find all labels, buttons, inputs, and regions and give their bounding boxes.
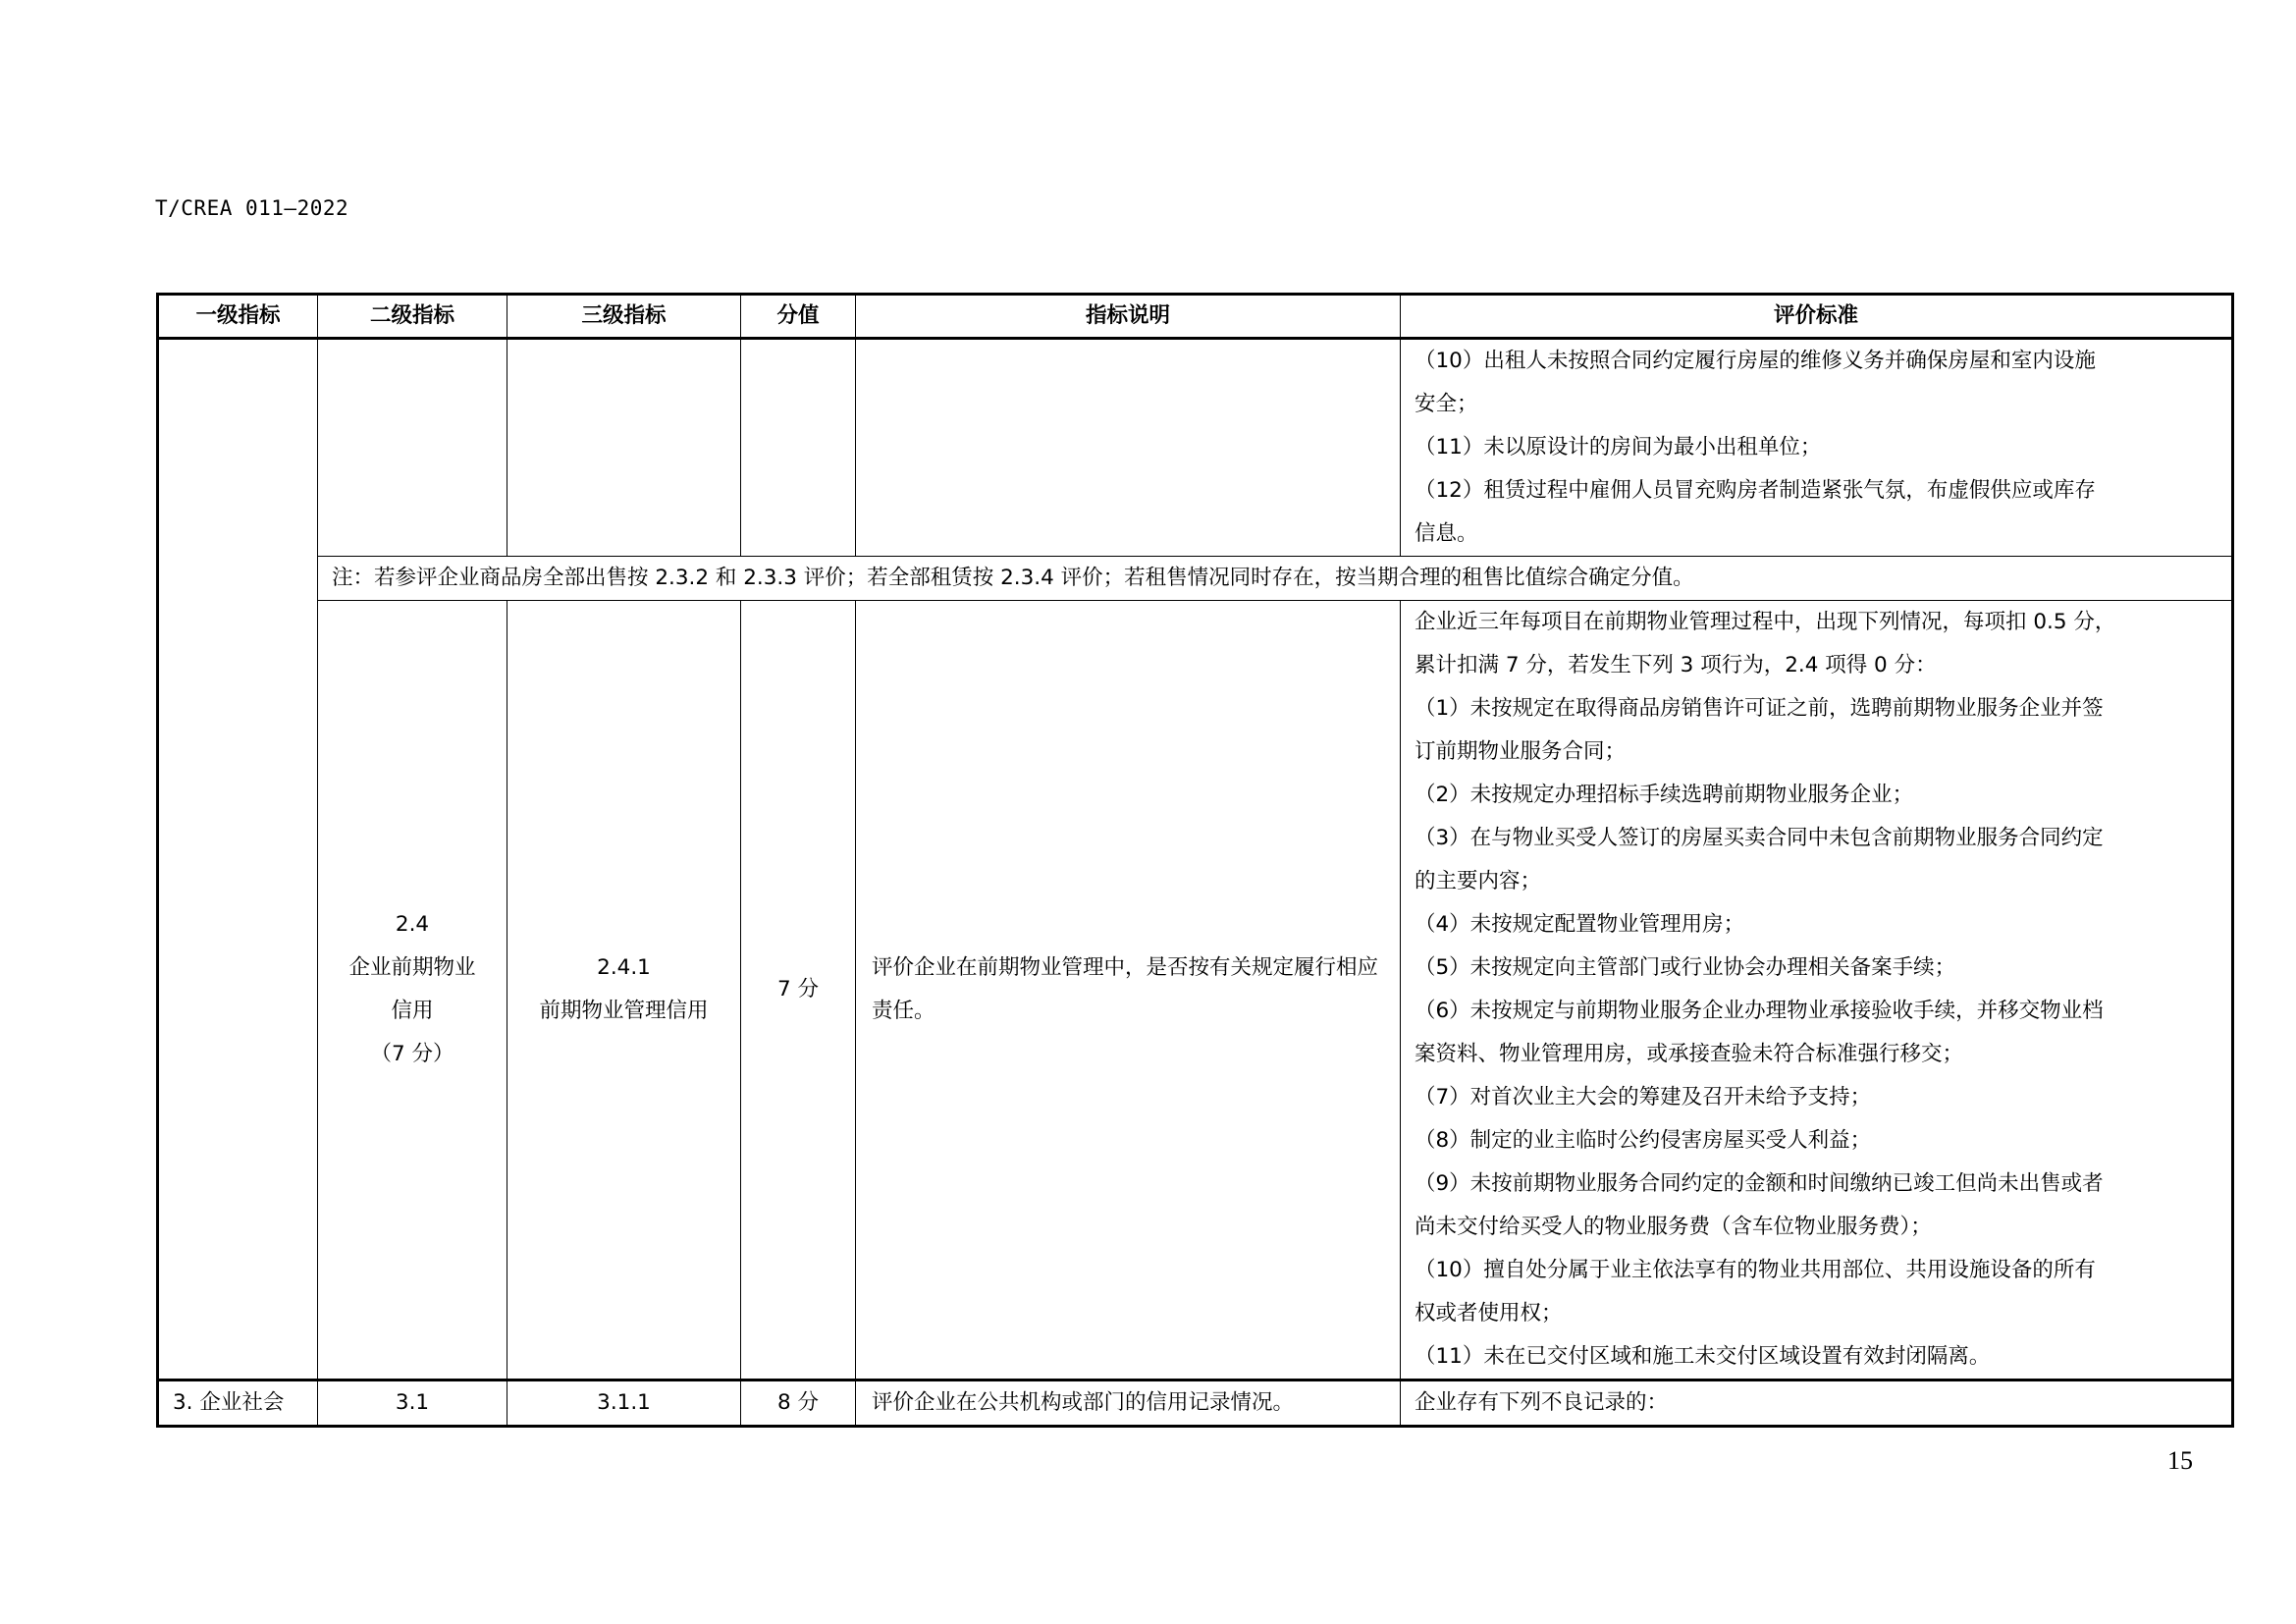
criteria-line: 累计扣满 7 分，若发生下列 3 项行为，2.4 项得 0 分： <box>1415 653 1937 677</box>
table-note-row <box>158 557 2233 601</box>
description-cell-empty <box>856 339 1401 557</box>
criteria-line: （8）制定的业主临时公约侵害房屋买受人利益； <box>1415 1128 1872 1153</box>
criteria-line: 的主要内容； <box>1415 869 1542 893</box>
criteria-line: （2）未按规定办理招标手续选聘前期物业服务企业； <box>1415 783 1914 807</box>
criteria-line: （11）未以原设计的房间为最小出租单位； <box>1415 435 1822 460</box>
column-header: 分值 <box>741 295 856 339</box>
table-note: 注：若参评企业商品房全部出售按 2.3.2 和 2.3.3 评价；若全部租赁按 2.3.4 评价；若租售情况同时存在，按当期合理的租售比值综合确定分值。 <box>318 557 2233 601</box>
level3-cell-empty <box>507 339 741 557</box>
table-row-2-4 <box>158 601 2233 1380</box>
column-header: 评价标准 <box>1401 295 2233 339</box>
criteria-line: （10）擅自处分属于业主依法享有的物业共用部位、共用设施设备的所有 <box>1415 1258 2096 1282</box>
level2-cell-empty <box>318 339 507 557</box>
column-header: 指标说明 <box>856 295 1401 339</box>
column-header: 一级指标 <box>158 295 318 339</box>
criteria-line: （1）未按规定在取得商品房销售许可证之前，选聘前期物业服务企业并签 <box>1415 696 2104 721</box>
level3-cell: 3.1.1 <box>507 1380 741 1427</box>
evaluation-table <box>156 293 2234 1428</box>
level3-code: 2.4.1 <box>597 955 651 980</box>
criteria-line: （5）未按规定向主管部门或行业协会办理相关备案手续； <box>1415 955 1956 980</box>
level1-cell-empty <box>158 339 318 1380</box>
level3-name: 前期物业管理信用 <box>539 999 709 1023</box>
level3-cell <box>507 601 741 1380</box>
score-cell: 7 分 <box>741 601 856 1380</box>
column-header: 二级指标 <box>318 295 507 339</box>
criteria-line: 尚未交付给买受人的物业服务费（含车位物业服务费）； <box>1415 1215 1932 1239</box>
table-row-continued <box>158 339 2233 557</box>
level2-cell: 3.1 <box>318 1380 507 1427</box>
description-cell: 评价企业在公共机构或部门的信用记录情况。 <box>856 1380 1401 1427</box>
criteria-line: （12）租赁过程中雇佣人员冒充购房者制造紧张气氛，布虚假供应或库存 <box>1415 478 2096 503</box>
criteria-line: （7）对首次业主大会的筹建及召开未给予支持； <box>1415 1085 1872 1110</box>
level2-code: 2.4 <box>395 912 430 937</box>
table-row-3 <box>158 1380 2233 1427</box>
level2-cell <box>318 601 507 1380</box>
page-number: 15 <box>2167 1446 2193 1475</box>
criteria-line: （9）未按前期物业服务合同约定的金额和时间缴纳已竣工但尚未出售或者 <box>1415 1171 2104 1196</box>
criteria-line: 安全； <box>1415 392 1478 416</box>
criteria-line: 企业近三年每项目在前期物业管理过程中，出现下列情况，每项扣 0.5 分， <box>1415 610 2116 634</box>
criteria-line: （3）在与物业买受人签订的房屋买卖合同中未包含前期物业服务合同约定 <box>1415 826 2104 850</box>
criteria-line: （6）未按规定与前期物业服务企业办理物业承接验收手续，并移交物业档 <box>1415 999 2104 1023</box>
criteria-line: 案资料、物业管理用房，或承接查验未符合标准强行移交； <box>1415 1042 1964 1066</box>
column-header: 三级指标 <box>507 295 741 339</box>
criteria-line: 权或者使用权； <box>1415 1301 1563 1326</box>
criteria-line: 信息。 <box>1415 521 1478 546</box>
document-code: T/CREA 011—2022 <box>155 196 349 220</box>
score-cell-empty <box>741 339 856 557</box>
criteria-line: （11）未在已交付区域和施工未交付区域设置有效封闭隔离。 <box>1415 1344 1991 1369</box>
level1-cell: 3. 企业社会 <box>158 1380 318 1427</box>
level2-points: （7 分） <box>370 1042 454 1066</box>
table-header-row <box>158 295 2233 339</box>
level2-name: 信用 <box>391 999 434 1023</box>
description-cell: 评价企业在前期物业管理中，是否按有关规定履行相应责任。 <box>856 601 1401 1380</box>
criteria-line: （10）出租人未按照合同约定履行房屋的维修义务并确保房屋和室内设施 <box>1415 349 2096 373</box>
criteria-cell <box>1401 339 2233 557</box>
criteria-cell <box>1401 601 2233 1380</box>
criteria-line: （4）未按规定配置物业管理用房； <box>1415 912 1745 937</box>
criteria-line: 订前期物业服务合同； <box>1415 739 1627 764</box>
level2-name: 企业前期物业 <box>348 955 476 980</box>
criteria-cell: 企业存有下列不良记录的： <box>1401 1380 2233 1427</box>
score-cell: 8 分 <box>741 1380 856 1427</box>
